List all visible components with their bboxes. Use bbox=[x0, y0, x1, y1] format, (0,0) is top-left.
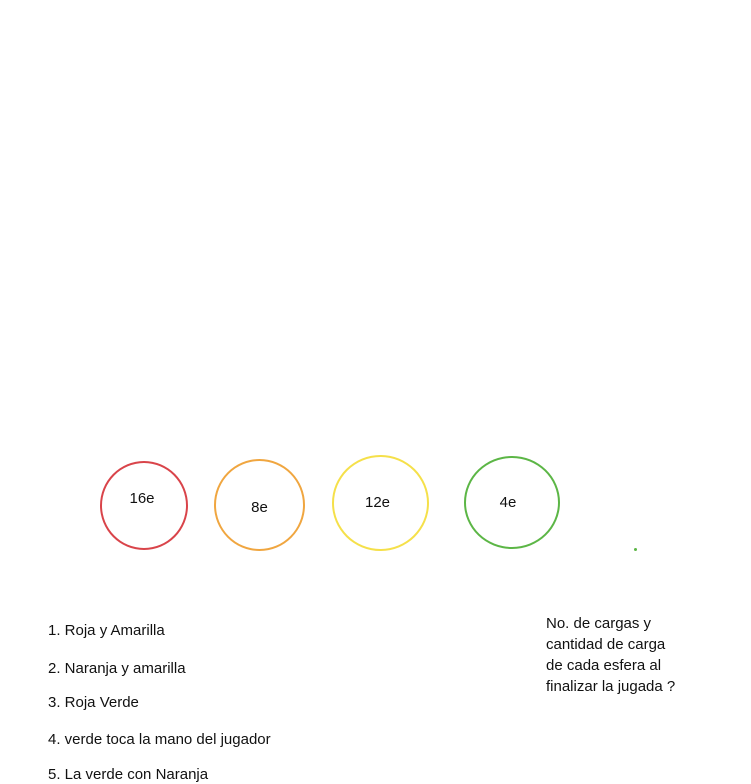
step-item: 1. Roja y Amarilla bbox=[48, 622, 165, 639]
question-line: de cada esfera al bbox=[546, 657, 662, 674]
question-text bbox=[546, 613, 736, 697]
sphere-charge-label: 4e bbox=[499, 494, 517, 511]
step-item: 4. verde toca la mano del jugador bbox=[48, 731, 271, 748]
sphere-red bbox=[100, 461, 188, 550]
question-line: finalizar la jugada ? bbox=[546, 678, 676, 695]
sphere-yellow bbox=[332, 455, 429, 551]
question-line: cantidad de carga bbox=[546, 636, 666, 653]
green-dot bbox=[634, 548, 637, 551]
step-item: 2. Naranja y amarilla bbox=[48, 660, 186, 677]
sphere-orange bbox=[214, 459, 305, 551]
sphere-green bbox=[464, 456, 560, 549]
sphere-charge-label: 12e bbox=[364, 493, 391, 511]
step-item: 3. Roja Verde bbox=[48, 694, 139, 711]
sphere-charge-label: 8e bbox=[251, 498, 268, 516]
step-item: 5. La verde con Naranja bbox=[48, 766, 209, 783]
sphere-charge-label: 16e bbox=[129, 490, 155, 507]
question-line: No. de cargas y bbox=[546, 615, 652, 632]
